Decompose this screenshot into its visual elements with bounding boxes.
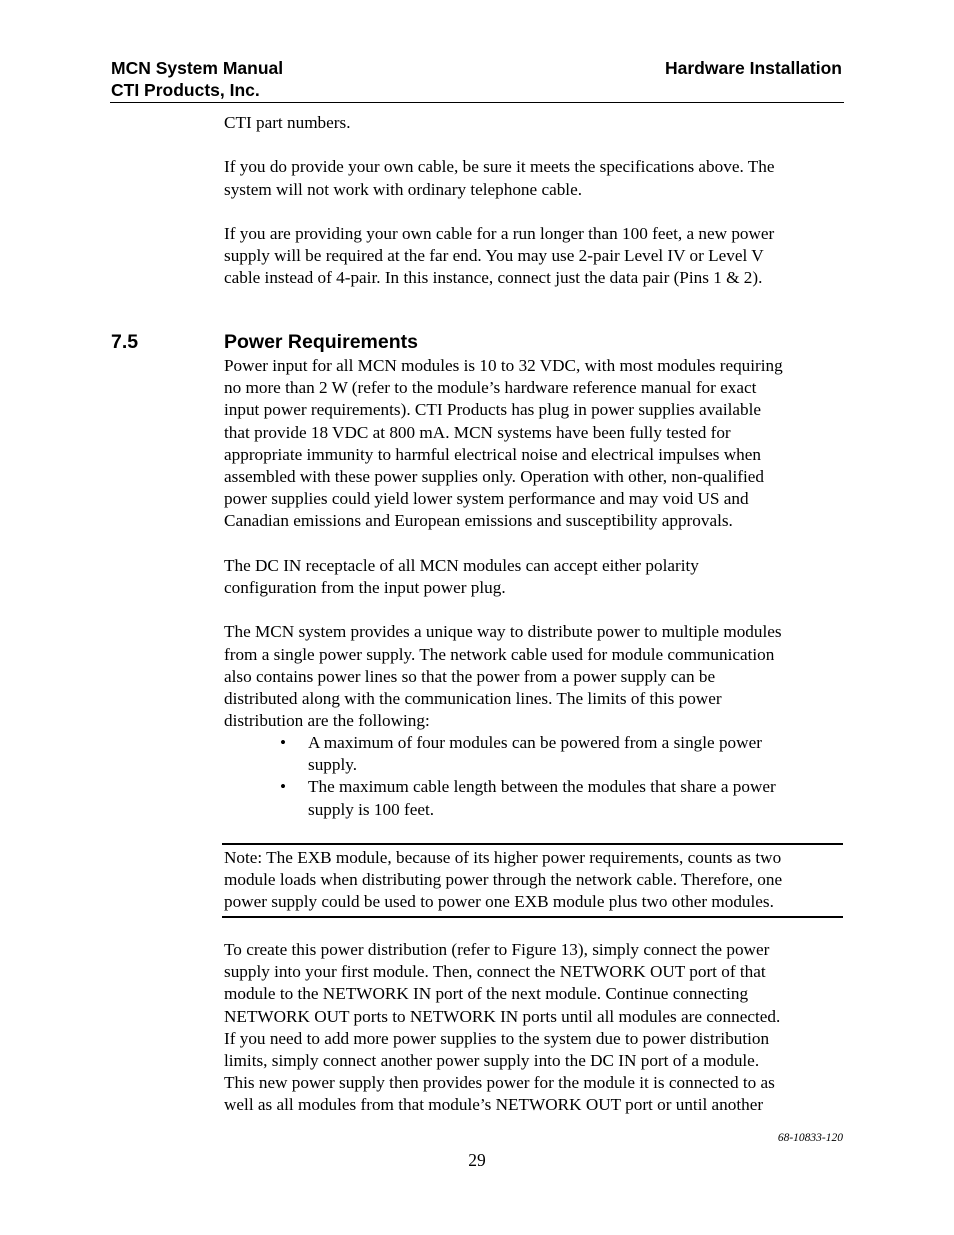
section-number: 7.5	[111, 331, 139, 353]
create-line: supply into your first module. Then, connect the NETWORK OUT port of that	[224, 962, 766, 982]
power-line: input power requirements). CTI Products has plug in power supplies available	[224, 400, 761, 420]
create-line: If you need to add more power supplies to the system due to power distribution	[224, 1028, 770, 1048]
distribution-line: from a single power supply. The network cable used for module communication	[224, 644, 775, 664]
document-number: 68-10833-120	[777, 1132, 843, 1144]
list-item-line: A maximum of four modules can be powered from a single power	[308, 733, 762, 752]
dcin-line: The DC IN receptacle of all MCN modules can accept either polarity	[224, 555, 699, 575]
note-line: power supply could be used to power one EXB module plus two other modules.	[224, 892, 774, 912]
create-line: module to the NETWORK IN port of the next module. Continue connecting	[224, 984, 749, 1004]
intro-line: supply will be required at the far end. You may use 2-pair Level IV or Level V	[224, 246, 764, 266]
power-line: no more than 2 W (refer to the module’s hardware reference manual for exact	[224, 378, 757, 398]
bullet-icon: •	[280, 777, 287, 797]
company-name: CTI Products, Inc.	[111, 80, 260, 100]
list-item-line: supply.	[308, 755, 358, 775]
intro-line: If you do provide your own cable, be sure it meets the specifications above. The	[224, 157, 775, 177]
dcin-line: configuration from the input power plug.	[224, 578, 506, 598]
running-header-section: Hardware Installation	[665, 58, 842, 78]
note-line: module loads when distributing power through the network cable. Therefore, one	[224, 870, 783, 890]
create-line: This new power supply then provides power for the module it is connected to as	[224, 1073, 775, 1093]
list-item	[280, 776, 840, 820]
power-line: that provide 18 VDC at 800 mA. MCN systems have been fully tested for	[224, 422, 731, 442]
intro-line: If you are providing your own cable for a run longer than 100 feet, a new power	[224, 223, 775, 243]
note-line: Note: The EXB module, because of its higher power requirements, counts as two	[224, 848, 782, 867]
intro-line: CTI part numbers.	[224, 113, 351, 132]
distribution-limits-list	[280, 732, 840, 821]
header-divider	[110, 102, 844, 103]
intro-line: cable instead of 4-pair. In this instance, connect just the data pair (Pins 1 & 2).	[224, 268, 763, 288]
list-item	[280, 732, 840, 776]
power-line: Canadian emissions and European emissions and susceptibility approvals.	[224, 511, 733, 531]
intro-paragraphs	[224, 112, 844, 290]
distribution-line: also contains power lines so that the power from a power supply can be	[224, 666, 716, 686]
intro-line: system will not work with ordinary telephone cable.	[224, 179, 582, 199]
distribution-line: distribution are the following:	[224, 711, 430, 731]
distribution-line: The MCN system provides a unique way to distribute power to multiple modules	[224, 622, 782, 642]
power-line: Power input for all MCN modules is 10 to 32 VDC, with most modules requiring	[224, 356, 783, 375]
create-line: To create this power distribution (refer to Figure 13), simply connect the power	[224, 940, 770, 959]
list-item-line: supply is 100 feet.	[308, 799, 435, 819]
manual-title: MCN System Manual	[111, 58, 284, 78]
create-line: well as all modules from that module’s NETWORK OUT port or until another	[224, 1095, 764, 1115]
power-line: assembled with these power supplies only. Operation with other, non-qualified	[224, 467, 764, 487]
power-paragraph	[224, 355, 844, 732]
create-line: NETWORK OUT ports to NETWORK IN ports until all modules are connected.	[224, 1006, 781, 1026]
bullet-icon: •	[280, 733, 287, 752]
page-number: 29	[468, 1150, 486, 1170]
create-line: limits, simply connect another power supply into the DC IN port of a module.	[224, 1051, 760, 1071]
running-header-left	[111, 57, 283, 101]
section-title: Power Requirements	[224, 331, 418, 353]
power-line: power supplies could yield lower system performance and may void US and	[224, 489, 749, 509]
distribution-line: distributed along with the communication lines. The limits of this power	[224, 689, 722, 709]
note-text	[224, 847, 844, 914]
create-paragraph	[224, 939, 844, 1117]
power-line: appropriate immunity to harmful electrical noise and electrical impulses when	[224, 444, 761, 464]
list-item-line: The maximum cable length between the modules that share a power	[308, 777, 776, 797]
